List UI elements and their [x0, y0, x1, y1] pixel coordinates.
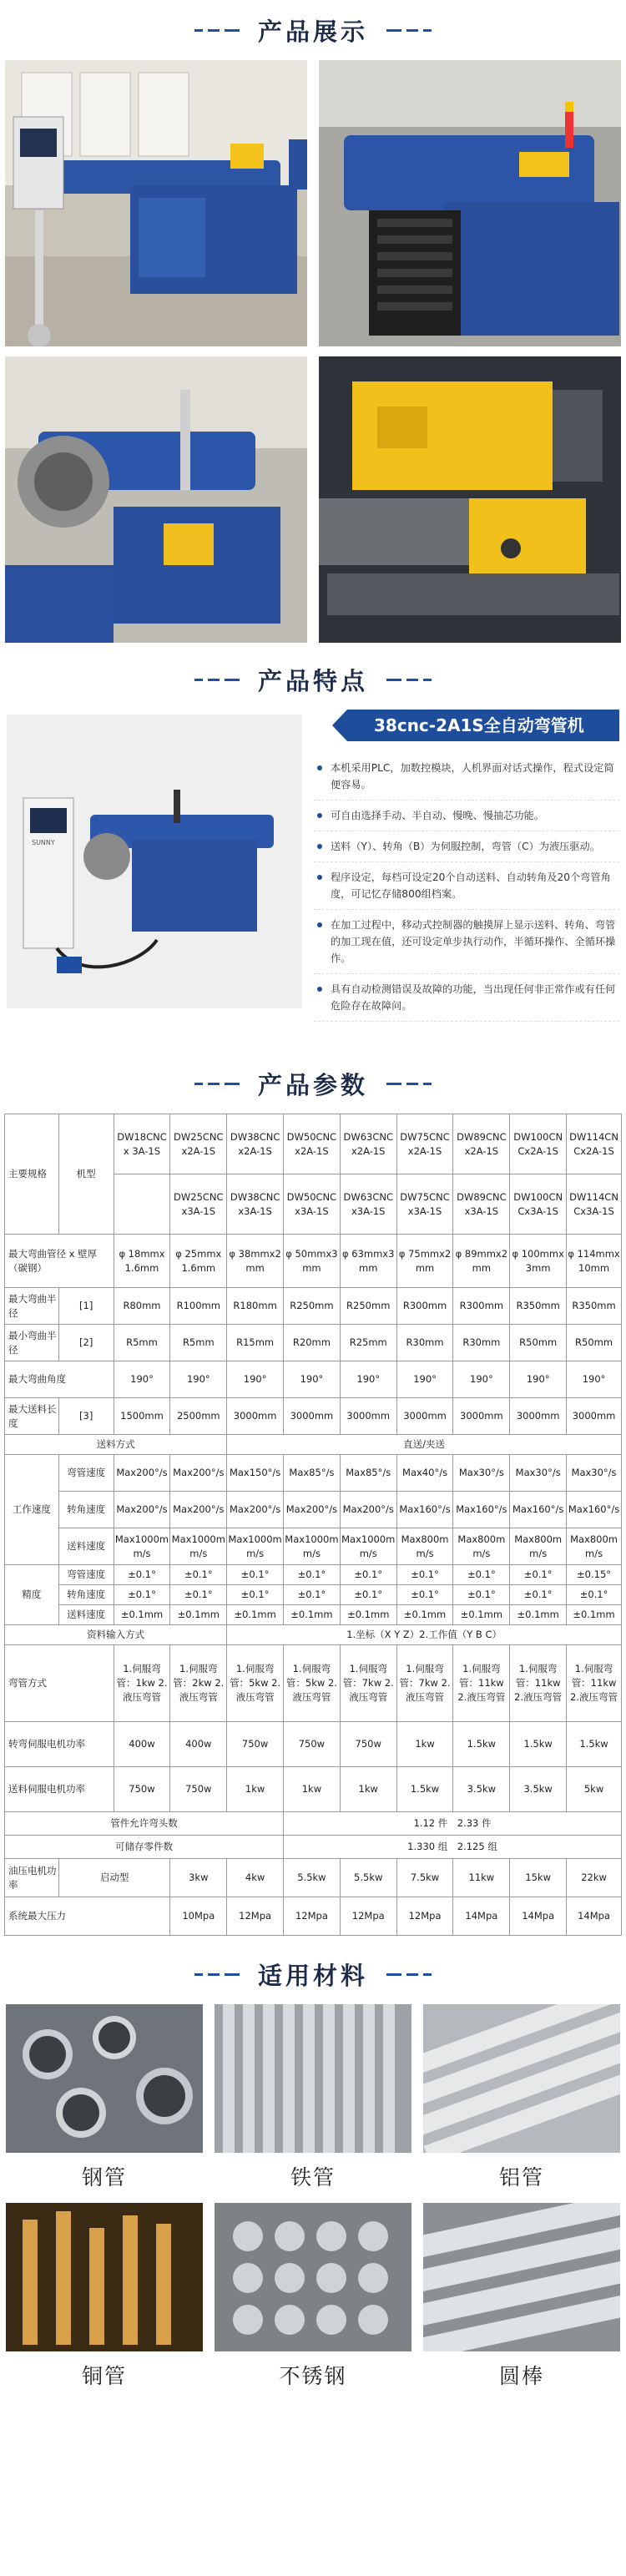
table-row	[5, 1836, 622, 1859]
row-sublabel: 弯管速度	[58, 1565, 114, 1585]
table-cell: 3000mm	[567, 1398, 622, 1435]
row-note: [1]	[58, 1288, 114, 1325]
table-cell: 1.5kw	[510, 1722, 567, 1767]
stainless-steel-image	[215, 2203, 411, 2351]
title-decoration-left	[194, 679, 240, 681]
section-title-params	[0, 1053, 626, 1114]
table-cell: 4kw	[227, 1859, 284, 1897]
table-cell: Max30°/s	[453, 1455, 510, 1492]
table-cell: 1.伺服弯管：7kw 2.液压弯管	[396, 1645, 453, 1722]
title-decoration-left	[194, 1973, 240, 1976]
row-label: 最小弯曲半径	[5, 1325, 59, 1361]
table-cell: Max200°/s	[340, 1492, 396, 1528]
table-cell: 190°	[567, 1361, 622, 1398]
table-cell: ±0.1°	[510, 1585, 567, 1605]
row-sublabel: 转角速度	[58, 1585, 114, 1605]
table-cell: ±0.1°	[227, 1565, 284, 1585]
table-cell: ±0.1mm	[170, 1605, 227, 1625]
table-cell: 12Mpa	[227, 1897, 284, 1936]
section-title-materials	[0, 1944, 626, 2004]
aluminum-pipe-image	[423, 2004, 620, 2153]
table-cell: Max85°/s	[284, 1455, 341, 1492]
table-row	[5, 1435, 622, 1455]
table-cell: 3000mm	[340, 1398, 396, 1435]
table-cell: 750w	[227, 1722, 284, 1767]
table-cell: Max800mm/s	[396, 1528, 453, 1565]
material-name: 铝管	[498, 2165, 544, 2190]
table-cell: Max800mm/s	[510, 1528, 567, 1565]
model-cell: DW50CNCx2A-1S	[284, 1114, 341, 1174]
feature-item: 送料（Y）、转角（B）为伺服控制，弯管（C）为液压驱动。	[314, 838, 619, 862]
table-cell: 1kw	[340, 1767, 396, 1812]
table-cell: 3000mm	[453, 1398, 510, 1435]
steel-pipe-image	[6, 2004, 203, 2153]
table-cell: 22kw	[567, 1859, 622, 1897]
row-label: 主要规格	[5, 1114, 59, 1235]
table-cell: 5kw	[567, 1767, 622, 1812]
feature-item: 本机采用PLC，加数控模块，人机界面对话式操作，程式设定简便容易。	[314, 760, 619, 801]
table-row	[5, 1235, 622, 1288]
table-cell: R350mm	[567, 1288, 622, 1325]
table-cell: R25mm	[340, 1325, 396, 1361]
table-cell: R15mm	[227, 1325, 284, 1361]
title-decoration-right	[386, 679, 432, 681]
table-cell: 3000mm	[510, 1398, 567, 1435]
machine-chain-closeup-photo	[319, 60, 621, 346]
table-cell: 11kw	[453, 1859, 510, 1897]
model-cell: DW25CNCx2A-1S	[170, 1114, 227, 1174]
factory-bending-machine-photo	[5, 60, 307, 346]
table-cell: Max1000mm/s	[340, 1528, 396, 1565]
table-cell: 1kw	[227, 1767, 284, 1812]
features-text	[314, 710, 619, 1050]
table-cell: 3.5kw	[510, 1767, 567, 1812]
table-cell: 1kw	[284, 1767, 341, 1812]
table-row	[5, 1625, 622, 1645]
table-cell: ±0.1°	[510, 1565, 567, 1585]
table-cell: 1.伺服弯管：1kw 2.液压弯管	[114, 1645, 170, 1722]
table-cell: ±0.1mm	[284, 1605, 341, 1625]
material-name: 铜管	[81, 2364, 127, 2388]
round-bar-image	[423, 2203, 620, 2351]
table-cell: R300mm	[396, 1288, 453, 1325]
material-card	[423, 2203, 620, 2402]
row-label: 转弯伺服电机功率	[5, 1722, 114, 1767]
row-sublabel: 送料速度	[58, 1605, 114, 1625]
table-cell: ±0.1°	[567, 1585, 622, 1605]
table-cell: φ 89mmx2mm	[453, 1235, 510, 1288]
table-cell: R180mm	[227, 1288, 284, 1325]
model-cell	[114, 1174, 170, 1235]
table-cell: 14Mpa	[567, 1897, 622, 1936]
row-value: 直送/夹送	[227, 1435, 622, 1455]
features-block	[0, 710, 626, 1050]
table-cell: 400w	[170, 1722, 227, 1767]
model-cell: DW75CNCx3A-1S	[396, 1174, 453, 1235]
row-label: 精度	[5, 1565, 59, 1625]
table-cell: ±0.1°	[340, 1565, 396, 1585]
table-cell: 750w	[284, 1722, 341, 1767]
table-cell: Max800mm/s	[453, 1528, 510, 1565]
row-label: 最大弯曲半径	[5, 1288, 59, 1325]
model-cell: DW38CNCx2A-1S	[227, 1114, 284, 1174]
table-cell: Max1000mm/s	[170, 1528, 227, 1565]
table-cell: 3000mm	[227, 1398, 284, 1435]
table-row	[5, 1288, 622, 1325]
feature-list	[314, 760, 619, 1022]
table-cell: R30mm	[396, 1325, 453, 1361]
table-row	[5, 1767, 622, 1812]
table-cell: 5.5kw	[284, 1859, 341, 1897]
section-title-features	[0, 649, 626, 710]
table-row	[5, 1528, 622, 1565]
feature-item: 程序设定，每档可设定20个自动送料、自动转角及20个弯管角度，可记忆存储800组档案。	[314, 869, 619, 910]
table-cell: Max160°/s	[453, 1492, 510, 1528]
table-cell: Max150°/s	[227, 1455, 284, 1492]
row-label: 送料伺服电机功率	[5, 1767, 114, 1812]
table-cell: 190°	[340, 1361, 396, 1398]
table-cell: Max200°/s	[170, 1455, 227, 1492]
row-label: 最大弯曲角度	[5, 1361, 114, 1398]
row-label: 油压电机功率	[5, 1859, 59, 1897]
table-row	[5, 1455, 622, 1492]
title-decoration-right	[386, 1973, 432, 1976]
table-cell: 3kw	[170, 1859, 227, 1897]
table-cell: 12Mpa	[340, 1897, 396, 1936]
table-cell: Max1000mm/s	[227, 1528, 284, 1565]
row-value: 1.12 件 2.33 件	[284, 1812, 622, 1836]
table-cell: 1.伺服弯管：7kw 2.液压弯管	[340, 1645, 396, 1722]
table-cell: φ 50mmx3mm	[284, 1235, 341, 1288]
table-cell: φ 63mmx3mm	[340, 1235, 396, 1288]
section-heading: 产品参数	[257, 1070, 368, 1099]
table-cell: Max200°/s	[170, 1492, 227, 1528]
copper-pipe-image	[6, 2203, 203, 2351]
table-row	[5, 1897, 622, 1936]
table-cell: ±0.1mm	[114, 1605, 170, 1625]
table-cell: ±0.1mm	[340, 1605, 396, 1625]
table-cell: 7.5kw	[396, 1859, 453, 1897]
table-cell: 1.5kw	[567, 1722, 622, 1767]
table-cell: 1kw	[396, 1722, 453, 1767]
materials-grid	[0, 2004, 626, 2402]
table-cell: 2500mm	[170, 1398, 227, 1435]
table-cell: ±0.1°	[170, 1585, 227, 1605]
material-card	[6, 2004, 203, 2203]
model-cell: DW38CNCx3A-1S	[227, 1174, 284, 1235]
table-cell: 190°	[510, 1361, 567, 1398]
model-cell: DW63CNCx2A-1S	[340, 1114, 396, 1174]
table-cell: ±0.1mm	[396, 1605, 453, 1625]
table-cell: 750w	[170, 1767, 227, 1812]
table-cell: 12Mpa	[396, 1897, 453, 1936]
material-name: 钢管	[81, 2165, 127, 2190]
table-row	[5, 1859, 622, 1897]
table-cell: 750w	[340, 1722, 396, 1767]
table-cell: 1.伺服弯管：2kw 2.液压弯管	[170, 1645, 227, 1722]
table-cell: 3000mm	[284, 1398, 341, 1435]
table-row	[5, 1722, 622, 1767]
table-cell: R250mm	[284, 1288, 341, 1325]
row-label: 送料方式	[5, 1435, 227, 1455]
model-cell: DW75CNCx2A-1S	[396, 1114, 453, 1174]
title-decoration-right	[386, 1083, 432, 1085]
table-cell: Max160°/s	[510, 1492, 567, 1528]
row-note: [2]	[58, 1325, 114, 1361]
table-cell: 1.伺服弯管：11kw 2.液压弯管	[510, 1645, 567, 1722]
table-cell: 14Mpa	[510, 1897, 567, 1936]
feature-item: 在加工过程中，移动式控制器的触摸屏上显示送料、转角、弯管的加工现在值，还可设定单步执行动作，半循环操作、全循环操作。	[314, 917, 619, 974]
table-cell: 1.伺服弯管：5kw 2.液压弯管	[227, 1645, 284, 1722]
table-cell: R300mm	[453, 1288, 510, 1325]
table-cell: ±0.1°	[453, 1585, 510, 1605]
table-cell: R5mm	[170, 1325, 227, 1361]
model-cell: DW100CNCx2A-1S	[510, 1114, 567, 1174]
table-cell: 12Mpa	[284, 1897, 341, 1936]
material-name: 不锈钢	[279, 2364, 347, 2388]
table-cell: Max30°/s	[510, 1455, 567, 1492]
material-name: 铁管	[290, 2165, 336, 2190]
table-cell: Max200°/s	[227, 1492, 284, 1528]
section-title-display	[0, 0, 626, 60]
table-cell: 10Mpa	[170, 1897, 227, 1936]
table-cell: ±0.1°	[453, 1565, 510, 1585]
title-decoration-left	[194, 1083, 240, 1085]
table-cell: R350mm	[510, 1288, 567, 1325]
model-cell: DW100CNCx3A-1S	[510, 1174, 567, 1235]
section-heading: 产品特点	[257, 666, 368, 695]
table-cell: ±0.1°	[170, 1565, 227, 1585]
row-value: 1.330 组 2.125 组	[284, 1836, 622, 1859]
table-cell: ±0.1°	[396, 1565, 453, 1585]
table-cell: ±0.1°	[284, 1585, 341, 1605]
row-label: 工作速度	[5, 1455, 59, 1565]
table-row	[5, 1398, 622, 1435]
model-cell: DW89CNCx2A-1S	[453, 1114, 510, 1174]
model-banner: 38cnc-2A1S全自动弯管机	[347, 710, 619, 741]
table-cell: 750w	[114, 1767, 170, 1812]
table-cell: Max160°/s	[396, 1492, 453, 1528]
control-panel-label: SUNNY	[32, 839, 55, 846]
title-decoration-right	[386, 29, 432, 32]
model-cell: DW18CNCx 3A-1S	[114, 1114, 170, 1174]
row-value: 1.坐标（X Y Z）2.工作值（Y B C）	[227, 1625, 622, 1645]
section-heading: 产品展示	[257, 17, 368, 46]
row-label: 系统最大压力	[5, 1897, 170, 1936]
table-cell: ±0.1mm	[510, 1605, 567, 1625]
table-cell: ±0.1mm	[567, 1605, 622, 1625]
machine-product-image	[7, 715, 302, 1008]
parameters-table	[4, 1114, 622, 1936]
feature-item: 可自由选择手动、半自动、慢晚、慢抽芯功能。	[314, 807, 619, 831]
model-cell: DW63CNCx3A-1S	[340, 1174, 396, 1235]
table-row	[5, 1605, 622, 1625]
table-row	[5, 1812, 622, 1836]
table-cell: Max160°/s	[567, 1492, 622, 1528]
table-cell: R80mm	[114, 1288, 170, 1325]
table-cell: 190°	[453, 1361, 510, 1398]
row-label: 最大送料长度	[5, 1398, 59, 1435]
table-cell: 190°	[114, 1361, 170, 1398]
table-cell: R20mm	[284, 1325, 341, 1361]
table-cell: 15kw	[510, 1859, 567, 1897]
material-card	[6, 2203, 203, 2402]
table-row	[5, 1361, 622, 1398]
table-cell: 3.5kw	[453, 1767, 510, 1812]
table-cell: 190°	[284, 1361, 341, 1398]
bending-head-photo	[5, 356, 307, 643]
product-photo-grid	[0, 60, 626, 643]
table-cell: R50mm	[567, 1325, 622, 1361]
table-cell: Max200°/s	[114, 1455, 170, 1492]
table-cell: Max200°/s	[284, 1492, 341, 1528]
table-cell: 5.5kw	[340, 1859, 396, 1897]
table-cell: R100mm	[170, 1288, 227, 1325]
table-cell: ±0.1°	[227, 1585, 284, 1605]
row-label: 管件允许弯头数	[5, 1812, 284, 1836]
feature-item: 具有自动检测错误及故障的功能，当出现任何非正常作或有任何危险存在故障问。	[314, 981, 619, 1022]
table-cell: φ 100mmx3mm	[510, 1235, 567, 1288]
table-cell: Max1000mm/s	[284, 1528, 341, 1565]
table-row	[5, 1492, 622, 1528]
table-cell: Max200°/s	[114, 1492, 170, 1528]
material-card	[215, 2203, 411, 2402]
table-cell: Max800mm/s	[567, 1528, 622, 1565]
table-cell: ±0.1°	[114, 1565, 170, 1585]
table-cell: ±0.1°	[114, 1585, 170, 1605]
material-card	[215, 2004, 411, 2203]
table-cell: ±0.1°	[340, 1585, 396, 1605]
iron-pipe-image	[215, 2004, 411, 2153]
model-cell: DW114CNCx2A-1S	[567, 1114, 622, 1174]
model-cell: DW50CNCx3A-1S	[284, 1174, 341, 1235]
table-cell: 190°	[170, 1361, 227, 1398]
table-cell: R250mm	[340, 1288, 396, 1325]
table-row	[5, 1645, 622, 1722]
table-cell: 1.伺服弯管：5kw 2.液压弯管	[284, 1645, 341, 1722]
table-cell: R5mm	[114, 1325, 170, 1361]
table-cell: ±0.1mm	[453, 1605, 510, 1625]
row-label: 资料输入方式	[5, 1625, 227, 1645]
row-sublabel: 弯管速度	[58, 1455, 114, 1492]
table-cell: φ 25mmx1.6mm	[170, 1235, 227, 1288]
row-sublabel: 启动型	[58, 1859, 170, 1897]
material-card	[423, 2004, 620, 2203]
table-cell: φ 114mmx10mm	[567, 1235, 622, 1288]
row-sublabel: 转角速度	[58, 1492, 114, 1528]
table-cell: 14Mpa	[453, 1897, 510, 1936]
table-cell: Max1000mm/s	[114, 1528, 170, 1565]
model-cell: DW89CNCx3A-1S	[453, 1174, 510, 1235]
table-cell: R30mm	[453, 1325, 510, 1361]
yellow-clamp-closeup-photo	[319, 356, 621, 643]
table-row	[5, 1585, 622, 1605]
table-cell: ±0.15°	[567, 1565, 622, 1585]
table-cell: ±0.1°	[396, 1585, 453, 1605]
title-decoration-left	[194, 29, 240, 32]
table-cell: ±0.1mm	[227, 1605, 284, 1625]
section-heading: 适用材料	[257, 1961, 368, 1990]
row-sublabel: 机型	[58, 1114, 114, 1235]
table-cell: 1.伺服弯管：11kw 2.液压弯管	[453, 1645, 510, 1722]
table-cell: 190°	[227, 1361, 284, 1398]
table-cell: 1500mm	[114, 1398, 170, 1435]
table-cell: 1.伺服弯管：11kw 2.液压弯管	[567, 1645, 622, 1722]
table-row	[5, 1565, 622, 1585]
row-label: 弯管方式	[5, 1645, 114, 1722]
row-label: 最大弯曲管径 x 壁厚（碳钢）	[5, 1235, 114, 1288]
row-sublabel: 送料速度	[58, 1528, 114, 1565]
table-row	[5, 1325, 622, 1361]
table-cell: 400w	[114, 1722, 170, 1767]
table-cell: R50mm	[510, 1325, 567, 1361]
table-row	[5, 1114, 622, 1174]
table-cell: 190°	[396, 1361, 453, 1398]
row-label: 可储存零件数	[5, 1836, 284, 1859]
material-name: 圆棒	[498, 2364, 544, 2388]
model-cell: DW25CNCx3A-1S	[170, 1174, 227, 1235]
table-cell: 1.5kw	[453, 1722, 510, 1767]
table-cell: φ 18mmx1.6mm	[114, 1235, 170, 1288]
table-cell: φ 75mmx2mm	[396, 1235, 453, 1288]
table-cell: ±0.1°	[284, 1565, 341, 1585]
table-cell: 3000mm	[396, 1398, 453, 1435]
table-cell: Max85°/s	[340, 1455, 396, 1492]
table-cell: φ 38mmx2mm	[227, 1235, 284, 1288]
table-cell: 1.5kw	[396, 1767, 453, 1812]
table-cell: Max40°/s	[396, 1455, 453, 1492]
model-cell: DW114CNCx3A-1S	[567, 1174, 622, 1235]
table-cell: Max30°/s	[567, 1455, 622, 1492]
row-note: [3]	[58, 1398, 114, 1435]
